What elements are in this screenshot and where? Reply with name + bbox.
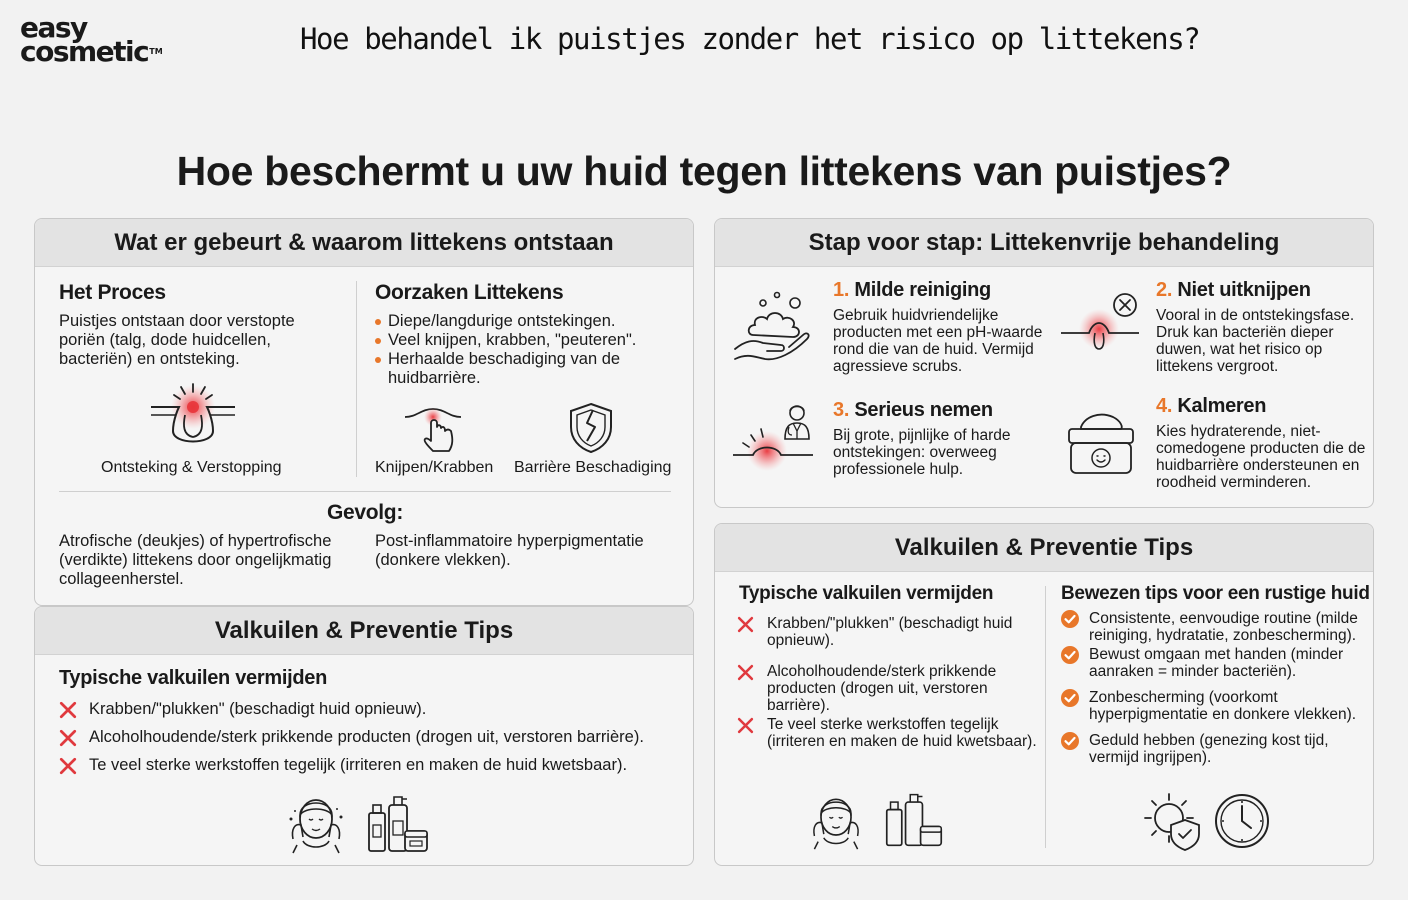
skincare-products-icon: [883, 788, 945, 850]
broken-shield-icon: [567, 401, 615, 455]
main-title: Hoe beschermt u uw huid tegen littekens van puistjes?: [176, 148, 1232, 194]
check-icon: [1061, 689, 1079, 707]
list-item-text: Alcoholhoudende/sterk prikkende producten (drogen uit, verstoren barrière).: [767, 663, 997, 714]
step-3-text: Bij grote, pijnlijke of harde ontstekingen: overweeg professionele hulp.: [833, 427, 1011, 478]
face-washing-icon: [283, 789, 349, 855]
list-item: [737, 663, 1039, 714]
skincare-products-icon: [365, 791, 431, 855]
list-item: Diepe/langdurige ontstekingen.: [375, 312, 675, 331]
divider-vertical: [356, 281, 357, 477]
step-title-text: Niet uitknijpen: [1177, 279, 1311, 301]
clock-icon: [1213, 792, 1271, 850]
check-icon: [1061, 610, 1079, 628]
sun-shield-icon: [1141, 790, 1205, 852]
doctor-icon: [731, 401, 821, 473]
list-item: Veel knijpen, krabben, "peuteren".: [375, 331, 675, 350]
tips-list: [1061, 610, 1365, 766]
divider-vertical: [1045, 586, 1046, 848]
list-item: [1061, 689, 1365, 723]
x-icon: [737, 616, 754, 633]
brand-line-1: easy: [20, 11, 87, 44]
x-icon: [737, 717, 754, 734]
step-1-text: Gebruik huidvriendelijke producten met een pH-waarde rond die van de huid. Vermijd agressieve scrubs.: [833, 307, 1043, 375]
check-icon: [1061, 646, 1079, 664]
step-4-text: Kies hydraterende, niet-comedogene producten die de huidbarrière ondersteunen en roodheid verminderen.: [1156, 423, 1366, 491]
step-title-text: Milde reiniging: [854, 279, 991, 301]
tips-title: Bewezen tips voor een rustige huid: [1061, 583, 1370, 604]
causes-list: [375, 312, 675, 388]
pitfalls-left-subtitle: Typische valkuilen vermijden: [59, 667, 328, 689]
step-2-text: Vooral in de ontstekingsfase. Druk kan bacteriën dieper duwen, wat het risico op littekens vergroot.: [1156, 307, 1355, 375]
panel-what-happens-header: Wat er gebeurt & waarom littekens ontstaan: [35, 219, 693, 267]
panel-steps: [714, 218, 1374, 508]
panel-pitfalls-right-header: Valkuilen & Preventie Tips: [715, 524, 1373, 572]
list-item: [59, 700, 679, 719]
panel-pitfalls-right: [714, 523, 1374, 866]
brand-line-2: [20, 35, 163, 68]
brand-line-2-text: cosmetic: [20, 35, 149, 68]
panel-steps-header: Stap voor stap: Littekenvrije behandeling: [715, 219, 1373, 267]
list-item-text: Consistente, eenvoudige routine (milde reiniging, hydratatie, zonbescherming).: [1089, 610, 1358, 644]
panel-pitfalls-left: [34, 606, 694, 866]
list-item: [59, 728, 679, 747]
trademark: TM: [149, 47, 163, 56]
list-item: [1061, 732, 1365, 766]
list-item: [737, 615, 1039, 649]
no-squeeze-icon: [1059, 287, 1143, 359]
step-title-text: Serieus nemen: [854, 399, 993, 421]
list-item-text: Alcoholhoudende/sterk prikkende producten (drogen uit, verstoren barrière).: [89, 728, 644, 746]
process-caption: Ontsteking & Verstopping: [101, 459, 282, 476]
causes-caption-left: Knijpen/Krabben: [375, 459, 494, 476]
x-icon: [59, 729, 77, 747]
x-icon: [59, 757, 77, 775]
step-number: 4.: [1156, 395, 1173, 417]
inflamed-pore-icon: [145, 381, 241, 457]
step-2-title: [1156, 279, 1311, 302]
page-title: Hoe behandel ik puistjes zonder het risico op littekens?: [300, 22, 1200, 56]
causes-title: Oorzaken Littekens: [375, 281, 564, 304]
causes-caption-right: Barrière Beschadiging: [514, 459, 672, 476]
process-title: Het Proces: [59, 281, 166, 304]
list-item-text: Geduld hebben (genezing kost tijd, vermijd ingrijpen).: [1089, 732, 1329, 766]
list-item-text: Zonbescherming (voorkomt hyperpigmentatie en donkere vlekken).: [1089, 689, 1357, 723]
list-item-text: Krabben/"plukken" (beschadigt huid opnieuw).: [89, 700, 427, 718]
step-1-title: [833, 279, 991, 302]
pitfalls-right-title: Typische valkuilen vermijden: [739, 583, 994, 604]
pitfalls-left-list: [59, 700, 679, 775]
step-title-text: Kalmeren: [1177, 395, 1267, 417]
face-washing-icon: [805, 788, 867, 852]
divider-horizontal: [59, 491, 671, 492]
step-number: 3.: [833, 399, 850, 421]
list-item-text: Krabben/"plukken" (beschadigt huid opnieuw).: [767, 615, 1013, 649]
list-item: [1061, 610, 1365, 644]
panel-pitfalls-left-header: Valkuilen & Preventie Tips: [35, 607, 693, 655]
pitfalls-right-list: [737, 615, 1039, 750]
process-text: Puistjes ontstaan door verstopte poriën (talg, dode huidcellen, bacteriën) en ontsteking.: [59, 312, 295, 368]
list-item-text: Bewust omgaan met handen (minder aanraken = minder bacteriën).: [1089, 646, 1344, 680]
list-item: [1061, 646, 1365, 680]
pinching-finger-icon: [403, 403, 467, 457]
brand-logo: [20, 11, 163, 68]
x-icon: [737, 664, 754, 681]
check-icon: [1061, 732, 1079, 750]
x-icon: [59, 701, 77, 719]
consequence-left: Atrofische (deukjes) of hypertrofische (verdikte) littekens door ongelijkmatig collageenherstel.: [59, 532, 332, 588]
list-item: [737, 716, 1039, 750]
consequence-right: Post-inflammatoire hyperpigmentatie (donkere vlekken).: [375, 532, 644, 569]
panel-what-happens: [34, 218, 694, 606]
step-number: 2.: [1156, 279, 1173, 301]
consequence-title: Gevolg:: [326, 501, 404, 524]
list-item-text: Te veel sterke werkstoffen tegelijk (irriteren en maken de huid kwetsbaar).: [767, 716, 1037, 750]
foam-hand-icon: [731, 287, 821, 369]
list-item: [59, 756, 679, 775]
list-item: Herhaalde beschadiging van de huidbarrière.: [375, 350, 675, 388]
cream-jar-icon: [1065, 409, 1137, 477]
step-number: 1.: [833, 279, 850, 301]
step-3-title: [833, 399, 993, 422]
list-item-text: Te veel sterke werkstoffen tegelijk (irriteren en maken de huid kwetsbaar).: [89, 756, 628, 774]
step-4-title: [1156, 395, 1266, 418]
